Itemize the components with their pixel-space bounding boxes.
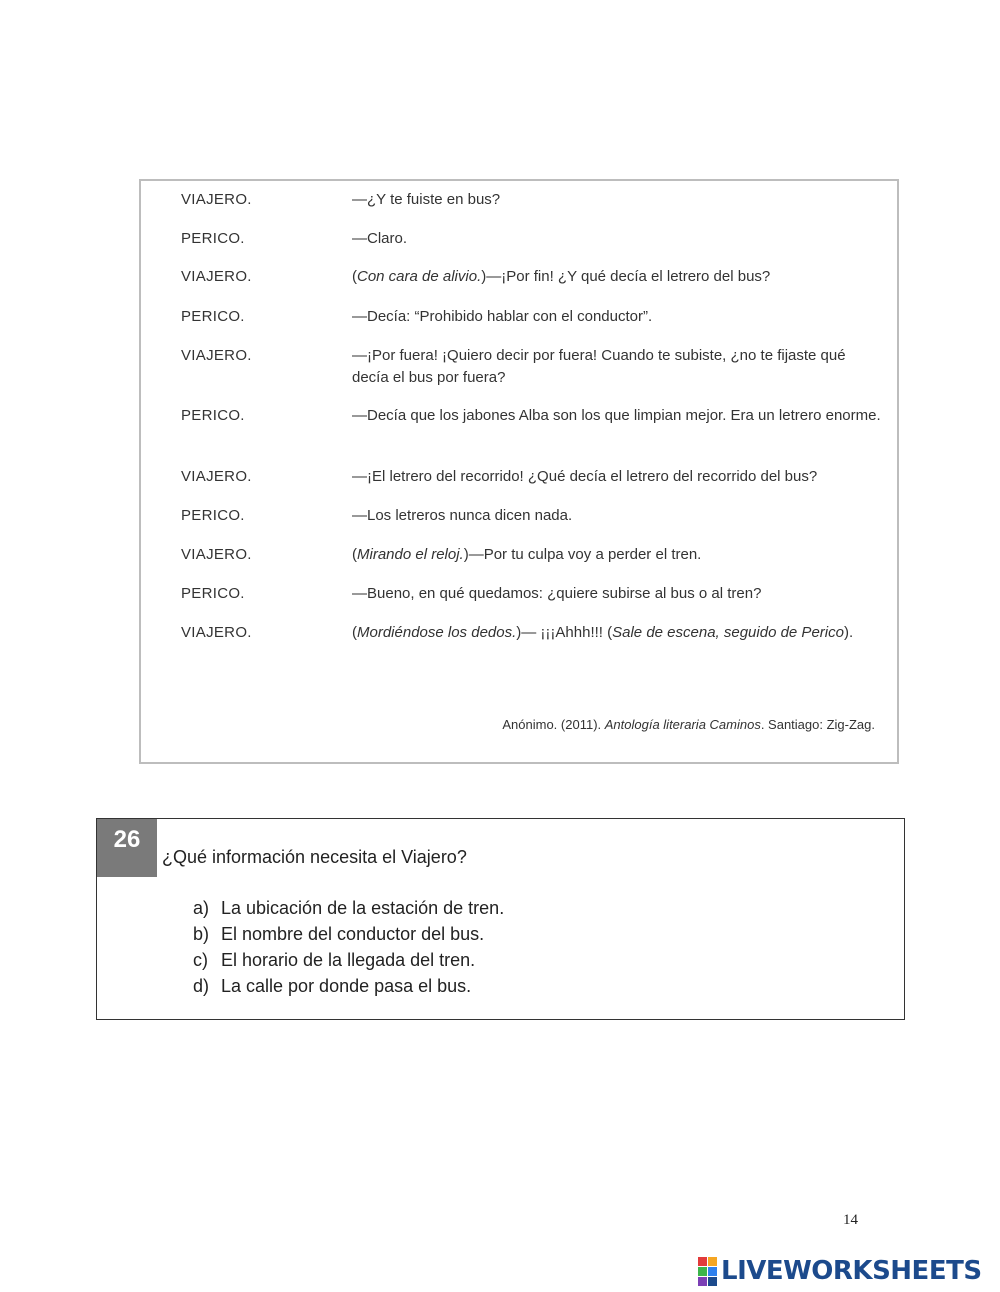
logo-square <box>708 1267 717 1276</box>
dialogue-text <box>352 306 882 328</box>
dialogue-box <box>139 179 899 764</box>
citation-publisher: . Santiago: Zig-Zag. <box>760 717 875 732</box>
speech-text: ). <box>843 624 854 641</box>
stage-direction: Con cara de alivio. <box>357 268 482 285</box>
speech-text: )— ¡¡¡Ahhh!!! ( <box>516 624 613 641</box>
speaker-name: VIAJERO. <box>181 468 252 485</box>
option-c[interactable] <box>193 947 504 973</box>
speaker-name: VIAJERO. <box>181 191 252 208</box>
speaker-name: PERICO. <box>181 507 245 524</box>
option-letter: c) <box>193 950 208 970</box>
dialogue-text <box>352 228 882 250</box>
answer-options <box>193 895 504 999</box>
citation-author-year: Anónimo. (2011). <box>502 717 605 732</box>
speech-text: —Decía: “Prohibido hablar con el conductor”. <box>352 308 653 325</box>
dialogue-text <box>352 505 882 527</box>
option-b[interactable] <box>193 921 504 947</box>
option-text: El horario de la llegada del tren. <box>221 950 476 970</box>
speech-text: ( <box>352 546 357 563</box>
speaker-name: PERICO. <box>181 308 245 325</box>
speech-text: —¿Y te fuiste en bus? <box>352 191 501 208</box>
speech-text: —¡El letrero del recorrido! ¿Qué decía el letrero del recorrido del bus? <box>352 468 818 485</box>
dialogue-text <box>352 345 882 389</box>
logo-square <box>708 1257 717 1266</box>
dialogue-text <box>352 466 882 488</box>
logo-square <box>698 1257 707 1266</box>
liveworksheets-logo[interactable] <box>698 1257 982 1285</box>
logo-text: LIVEWORKSHEETS <box>721 1256 982 1286</box>
speech-text: —Bueno, en qué quedamos: ¿quiere subirse al bus o al tren? <box>352 585 762 602</box>
option-letter: b) <box>193 924 210 944</box>
option-text: La calle por donde pasa el bus. <box>221 976 472 996</box>
citation <box>502 717 875 732</box>
stage-direction: Sale de escena, seguido de Perico <box>612 624 844 641</box>
option-text: La ubicación de la estación de tren. <box>221 898 505 918</box>
option-d[interactable] <box>193 973 504 999</box>
dialogue-text <box>352 405 882 427</box>
option-letter: a) <box>193 898 210 918</box>
stage-direction: Mirando el reloj. <box>357 546 464 563</box>
speaker-name: VIAJERO. <box>181 347 252 364</box>
dialogue-text <box>352 189 882 211</box>
logo-square <box>698 1267 707 1276</box>
logo-square <box>698 1277 707 1286</box>
speaker-name: PERICO. <box>181 585 245 602</box>
dialogue-text <box>352 544 882 566</box>
speaker-name: PERICO. <box>181 407 245 424</box>
liveworksheets-logo-icon <box>698 1257 717 1286</box>
logo-square <box>708 1277 717 1286</box>
option-a[interactable] <box>193 895 504 921</box>
question-number: 26 <box>97 819 157 877</box>
speech-text: —Decía que los jabones Alba son los que limpian mejor. Era un letrero enorme. <box>352 407 881 424</box>
question-text: ¿Qué información necesita el Viajero? <box>162 847 467 867</box>
question-box <box>96 818 905 1020</box>
dialogue-text <box>352 266 882 288</box>
citation-title: Antología literaria Caminos <box>604 717 761 732</box>
option-text: El nombre del conductor del bus. <box>221 924 485 944</box>
speaker-name: VIAJERO. <box>181 268 252 285</box>
speaker-name: VIAJERO. <box>181 546 252 563</box>
speech-text: —Claro. <box>352 230 408 247</box>
speech-text: —Los letreros nunca dicen nada. <box>352 507 573 524</box>
speech-text: )—¡Por fin! ¿Y qué decía el letrero del bus? <box>481 268 771 285</box>
page-number: 14 <box>843 1212 858 1228</box>
speech-text: ( <box>352 268 357 285</box>
speaker-name: PERICO. <box>181 230 245 247</box>
stage-direction: Mordiéndose los dedos. <box>357 624 517 641</box>
speech-text: )—Por tu culpa voy a perder el tren. <box>463 546 702 563</box>
option-letter: d) <box>193 976 210 996</box>
dialogue-text <box>352 583 882 605</box>
dialogue-text <box>352 622 882 644</box>
speech-text: ( <box>352 624 357 641</box>
speech-text: —¡Por fuera! ¡Quiero decir por fuera! Cuando te subiste, ¿no te fijaste qué decía el bus por fuera? <box>352 347 846 386</box>
speaker-name: VIAJERO. <box>181 624 252 641</box>
